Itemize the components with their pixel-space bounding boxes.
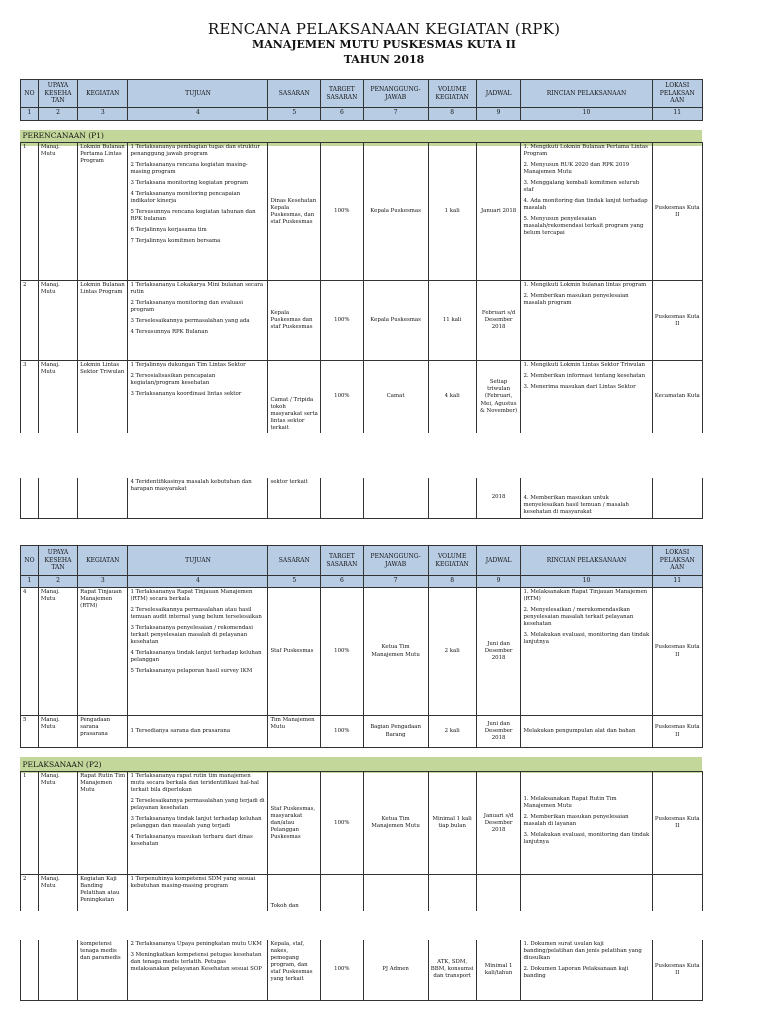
colnum: 11 — [652, 108, 703, 121]
cell-volume: 2 kali — [428, 588, 476, 716]
tujuan-item: 4 Tersusunnya RPK Bulanan — [130, 329, 208, 336]
cell-upaya: Manaj. Mutu — [38, 588, 77, 716]
tujuan-item: 3 Meningkatkan kompetensi petugas kesehatan dan tenaga medis terlatih. Petugas melaksanakan pelayanan Kesehatan sesuai SOP — [130, 952, 262, 973]
header-tujuan: TUJUAN — [128, 80, 268, 108]
tujuan-item: 2 Terlaksananya Upaya peningkatan mutu UKM — [130, 941, 262, 947]
cell-target: 100% — [321, 940, 364, 1000]
tujuan-item: 3 Terlaksananya tindak lanjut terhadap keluhan pelanggan dan masalah yang terjadi — [130, 816, 262, 830]
cell-target: 100% — [321, 716, 364, 748]
colnum: 9 — [476, 576, 521, 588]
colnum: 4 — [128, 576, 268, 588]
tujuan-item: 1 Terlaksananya Rapat Tinjauan Manajemen (RTM) secara berkala — [130, 589, 253, 603]
cell-kegiatan: Lokmin Lintas Sektor Triwulan — [78, 361, 128, 433]
tujuan-item: 1 Terlaksananya pembagian tugas dan struktur penanggung jawab program — [130, 144, 260, 158]
cell-kegiatan: Pengadaan sarana prasarana — [78, 716, 128, 748]
header-sasaran: SASARAN — [268, 80, 321, 108]
section-row-p2 — [21, 758, 703, 772]
document-subtitle: MANAJEMEN MUTU PUSKESMAS KUTA II — [252, 38, 516, 51]
cell-upaya: Manaj. Mutu — [38, 716, 77, 748]
tujuan-item: 4 Terlaksananya tindak lanjut terhadap keluhan pelanggan — [130, 650, 262, 664]
cell-jadwal: 2018 — [476, 478, 521, 518]
document-title: RENCANA PELAKSANAAN KEGIATAN (RPK) — [207, 20, 561, 38]
cell-pj: PJ Admen — [363, 940, 428, 1000]
tujuan-item: 5 Terlaksananya pelaporan hasil survey IKM — [130, 668, 253, 675]
cell-tujuan — [128, 143, 268, 281]
cell-tujuan — [128, 361, 268, 433]
header-target: TARGET SASARAN — [321, 80, 364, 108]
column-number-row — [21, 576, 703, 588]
rpk-table-continuation-2 — [20, 940, 703, 1001]
header-volume: VOLUME KEGIATAN — [428, 546, 476, 576]
cell-rincian — [521, 588, 652, 716]
header-tujuan: TUJUAN — [128, 546, 268, 576]
cell-pj: Ketua Tim Manajemen Mutu — [363, 588, 428, 716]
rincian-item: 2. Memberikan masukan penyelesaian masalah di layanan — [523, 814, 629, 828]
cell-volume: 1 kali — [428, 143, 476, 281]
colnum: 10 — [521, 576, 652, 588]
header-no: NO — [21, 80, 39, 108]
rincian-item: 3. Menerima masukan dari Lintas Sektor — [523, 384, 636, 391]
table-row — [21, 281, 703, 361]
cell-pj: Camat — [363, 361, 428, 433]
cell-upaya: Manaj. Mutu — [38, 281, 77, 361]
cell-rincian — [521, 281, 652, 361]
header-row — [21, 80, 703, 108]
colnum: 9 — [476, 108, 521, 121]
rincian-item: 1. Mengikuti Lokmin bulanan lintas program — [523, 282, 647, 289]
cell-no: 4 — [21, 588, 39, 716]
tujuan-item: 2 Tersosialisasikan pencapaian kegiatan/program kesehatan — [130, 373, 216, 387]
header-target: TARGET SASARAN — [321, 546, 364, 576]
cell-tujuan — [128, 772, 268, 875]
tujuan-item: 7 Terjalinnya komitmen bersama — [130, 238, 221, 245]
header-kegiatan: KEGIATAN — [78, 80, 128, 108]
colnum: 3 — [78, 576, 128, 588]
header-kegiatan: KEGIATAN — [78, 546, 128, 576]
tujuan-item: 5 Tersusunnya rencana kegiatan tahunan dan RPK bulanan — [130, 209, 256, 223]
cell-lokasi: Kecamatan Kuta — [652, 361, 703, 433]
cell-kegiatan: kompetensi tenaga medis dan paramedis — [78, 940, 128, 1000]
colnum: 1 — [21, 576, 39, 588]
header-jadwal: JADWAL — [476, 80, 521, 108]
rincian-item: 3. Menggalang kembali komitmen seluruh staf — [523, 180, 640, 194]
cell-target: 100% — [321, 361, 364, 433]
cell-sasaran: Tokoh dan — [268, 875, 321, 911]
table-row — [21, 361, 703, 433]
cell-jadwal: Juni dan Desember 2018 — [476, 716, 521, 748]
cell-sasaran: Staf Puskesmas — [268, 588, 321, 716]
tujuan-item: 2 Terselesaikannya permasalahan atau hasil temuan audit internal yang belum terselesaikan — [130, 607, 262, 621]
tujuan-item: 1 Terjalinnya dukungan Tim Lintas Sektor — [130, 362, 246, 369]
header-upaya: UPAYA KESEHA TAN — [38, 80, 77, 108]
header-pj: PENANGGUNG-JAWAB — [363, 546, 428, 576]
tujuan-item: 1 Terlaksananya Lokakarya Mini bulanan secara rutin — [130, 282, 264, 296]
cell-pj: Ketua Tim Manajemen Mutu — [363, 772, 428, 875]
cell-jadwal: Setiap triwulan (Februari, Mei, Agustus & November) — [476, 361, 521, 433]
header-lokasi: LOKASI PELAKSAN AAN — [652, 80, 703, 108]
table-row — [21, 940, 703, 1000]
rincian-item: 2. Memberikan masukan penyelesaian masalah program — [523, 293, 629, 307]
cell-upaya: Manaj. Mutu — [38, 772, 77, 875]
cell-upaya: Manaj. Mutu — [38, 143, 77, 281]
header-jadwal: JADWAL — [476, 546, 521, 576]
cell-sasaran: sektor terkait — [268, 478, 321, 518]
cell-volume: 11 kali — [428, 281, 476, 361]
cell-lokasi: Puskesmas Kuta II — [652, 716, 703, 748]
colnum: 1 — [21, 108, 39, 121]
cell-target: 100% — [321, 588, 364, 716]
cell-rincian — [521, 361, 652, 433]
table-row — [21, 772, 703, 875]
rincian-item: 3. Melakukan evaluasi, monitoring dan tindak lanjutnya — [523, 832, 650, 846]
tujuan-item: 3 Terselesaikannya permasalahan yang ada — [130, 318, 250, 325]
cell-no: 3 — [21, 361, 39, 433]
rpk-table-page-1 — [20, 79, 703, 433]
colnum: 8 — [428, 576, 476, 588]
colnum: 2 — [38, 576, 77, 588]
header-lokasi: LOKASI PELAKSAN AAN — [652, 546, 703, 576]
cell-lokasi: Puskesmas Kuta II — [652, 143, 703, 281]
header-rincian: RINCIAN PELAKSANAAN — [521, 80, 652, 108]
tujuan-item: 3 Terlaksananya koordinasi lintas sektor — [130, 391, 242, 398]
header-rincian: RINCIAN PELAKSANAAN — [521, 546, 652, 576]
cell-volume: 4 kali — [428, 361, 476, 433]
section-title: PELAKSANAAN (P2) — [22, 759, 102, 769]
rincian-item: 2. Dokumen Laporan Pelaksanaan kaji banding — [523, 966, 629, 980]
tujuan-item: 4 Terlaksananya monitoring pencapaian indikator kinerja — [130, 191, 241, 205]
colnum: 3 — [78, 108, 128, 121]
colnum: 10 — [521, 108, 652, 121]
cell-pj: Bagian Pengadaan Barang — [363, 716, 428, 748]
header-no: NO — [21, 546, 39, 576]
rincian-item: 1. Melaksanakan Rapat Rutin Tim Manajemen Mutu — [523, 796, 617, 810]
cell-lokasi: Puskesmas Kuta II — [652, 772, 703, 875]
table-row — [21, 716, 703, 748]
rincian-item: 5. Menyusun penyelesaian masalah/rekomendasi terkait program yang belum tercapai — [523, 216, 644, 237]
cell-rincian — [521, 772, 652, 875]
header-upaya: UPAYA KESEHA TAN — [38, 546, 77, 576]
tujuan-item: 2 Terlaksananya rencana kegiatan masing-masing program — [130, 162, 248, 176]
cell-kegiatan: Kegiatan Kaji Banding Pelatihan atau Peningkatan — [78, 875, 128, 911]
colnum: 2 — [38, 108, 77, 121]
cell-lokasi: Puskesmas Kuta II — [652, 281, 703, 361]
cell-tujuan: 1 Tersedianya sarana dan prasarana — [128, 716, 268, 748]
section-title: PERENCANAAN (P1) — [22, 130, 104, 140]
header-pj: PENANGGUNG-JAWAB — [363, 80, 428, 108]
rpk-table-page-2 — [20, 545, 703, 911]
cell-sasaran: Camat / Tripida tokoh masyarakat serta lintas sektor terkait — [268, 361, 321, 433]
document-year: TAHUN 2018 — [343, 53, 425, 66]
cell-volume: ATK, SDM, BBM, konsumsi dan transport — [428, 940, 476, 1000]
rincian-item: 4. Ada monitoring dan tindak lanjut terhadap masalah — [523, 198, 648, 212]
rincian-item: 1. Mengikuti Lokmin Lintas Sektor Triwulan — [523, 362, 646, 369]
cell-kegiatan: Lokmin Bulanan Lintas Program — [78, 281, 128, 361]
tujuan-item: 2 Terselesaikannya permasalahan yang terjadi di pelayanan kesehatan — [130, 798, 265, 812]
cell-lokasi: Puskesmas Kuta II — [652, 940, 703, 1000]
cell-sasaran: Dinas Kesehatan Kepala Puskesmas, dan staf Puskesmas — [268, 143, 321, 281]
cell-rincian — [521, 940, 652, 1000]
cell-no: 1 — [21, 772, 39, 875]
cell-jadwal: Januari s/d Desember 2018 — [476, 772, 521, 875]
cell-rincian: Melakukan pengumpulan alat dan bahan — [521, 716, 652, 748]
colnum: 6 — [321, 108, 364, 121]
tujuan-item: 4 Teridentifikasinya masalah kebutuhan dan harapan masyarakat — [128, 478, 268, 518]
tujuan-item: 1 Terlaksananya rapat rutin tim manajemen mutu secara berkala dan teridentifikasi hal-hal terkait bila diperlukan — [130, 773, 259, 794]
colnum: 11 — [652, 576, 703, 588]
cell-rincian — [521, 143, 652, 281]
cell-volume: 2 kali — [428, 716, 476, 748]
cell-jadwal: Juni dan Desember 2018 — [476, 588, 521, 716]
cell-jadwal: Januari 2018 — [476, 143, 521, 281]
rincian-item: 1. Dokumen surat usulan kaji banding/pelatihan dan jenis pelatihan yang diusulkan — [523, 941, 642, 962]
tujuan-item: 1 Terpenuhinya kompetensi SDM yang sesuai kebutuhan masing-masing program — [128, 875, 268, 911]
colnum: 7 — [363, 108, 428, 121]
colnum: 6 — [321, 576, 364, 588]
cell-target: 100% — [321, 281, 364, 361]
cell-sasaran: Kepala, staf, nakes, pemegang program, dan staf Puskesmas yang terkait — [268, 940, 321, 1000]
table-row — [21, 588, 703, 716]
column-number-row — [21, 108, 703, 121]
cell-sasaran: Tim Manajemen Mutu — [268, 716, 321, 748]
cell-no: 2 — [21, 875, 39, 911]
cell-kegiatan: Lokmin Bulanan Pertama Lintas Program — [78, 143, 128, 281]
rincian-item: 2. Menyusun RUK 2020 dan RPK 2019 Manajemen Mutu — [523, 162, 630, 176]
tujuan-item: 6 Terjalinnya kerjasama tim — [130, 227, 207, 234]
rincian-item: 1. Melaksanakan Rapat Tinjauan Manajemen (RTM) — [523, 589, 648, 603]
rincian-item: 1. Mengikuti Lokmin Bulanan Pertama Lintas Program — [523, 144, 648, 158]
cell-upaya: Manaj. Mutu — [38, 875, 77, 911]
rincian-item: 4. Memberikan masukan untuk menyelesaikan hasil temuan / masalah kesehatan di masyarakat — [521, 478, 652, 518]
table-row — [21, 143, 703, 281]
rpk-table-continuation-1 — [20, 478, 703, 519]
cell-no: 2 — [21, 281, 39, 361]
cell-target: 100% — [321, 143, 364, 281]
cell-tujuan — [128, 281, 268, 361]
cell-target: 100% — [321, 772, 364, 875]
colnum: 5 — [268, 108, 321, 121]
table-row — [21, 478, 703, 518]
colnum: 4 — [128, 108, 268, 121]
header-row — [21, 546, 703, 576]
header-volume: VOLUME KEGIATAN — [428, 80, 476, 108]
cell-volume: Minimal 1 kali tiap bulan — [428, 772, 476, 875]
header-sasaran: SASARAN — [268, 546, 321, 576]
tujuan-item: 4 Terlaksananya masukan terbaru dari dinas kesehatan — [130, 834, 253, 848]
rincian-item: 2. Menyelesaikan / merekomendasikan penyelesaian masalah terkait pelayanan kesehatan — [523, 607, 634, 628]
cell-sasaran: Staf Puskesmas, masyarakat dan/atau Pelanggan Puskesmas — [268, 772, 321, 875]
cell-kegiatan: Rapat Rutin Tim Manajemen Mutu — [78, 772, 128, 875]
colnum: 8 — [428, 108, 476, 121]
cell-pj: Kepala Puskesmas — [363, 143, 428, 281]
tujuan-item: 3 Terlaksana monitoring kegiatan program — [130, 180, 249, 187]
cell-kegiatan: Rapat Tinjauan Manajemen (RTM) — [78, 588, 128, 716]
section-row-p1 — [21, 129, 703, 143]
cell-no: 1 — [21, 143, 39, 281]
cell-upaya: Manaj. Mutu — [38, 361, 77, 433]
colnum: 7 — [363, 576, 428, 588]
colnum: 5 — [268, 576, 321, 588]
cell-lokasi: Puskesmas Kuta II — [652, 588, 703, 716]
cell-jadwal: Februari s/d Desember 2018 — [476, 281, 521, 361]
tujuan-item: 2 Terlaksananya monitoring dan evaluasi program — [130, 300, 243, 314]
table-row — [21, 875, 703, 911]
tujuan-item: 3 Terlaksananya penyelesaian / rekomendasi terkait penyelesaian masalah di pelayanan kesehatan — [130, 625, 253, 646]
cell-no: 5 — [21, 716, 39, 748]
cell-tujuan — [128, 588, 268, 716]
cell-pj: Kepala Puskesmas — [363, 281, 428, 361]
cell-jadwal: Minimal 1 kali/tahun — [476, 940, 521, 1000]
cell-tujuan — [128, 940, 268, 1000]
cell-sasaran: Kepala Puskesmas dan staf Puskesmas — [268, 281, 321, 361]
rincian-item: 3. Melakukan evaluasi, monitoring dan tindak lanjutnya — [523, 632, 650, 646]
rincian-item: 2. Memberikan informasi tentang kesehatan — [523, 373, 646, 380]
